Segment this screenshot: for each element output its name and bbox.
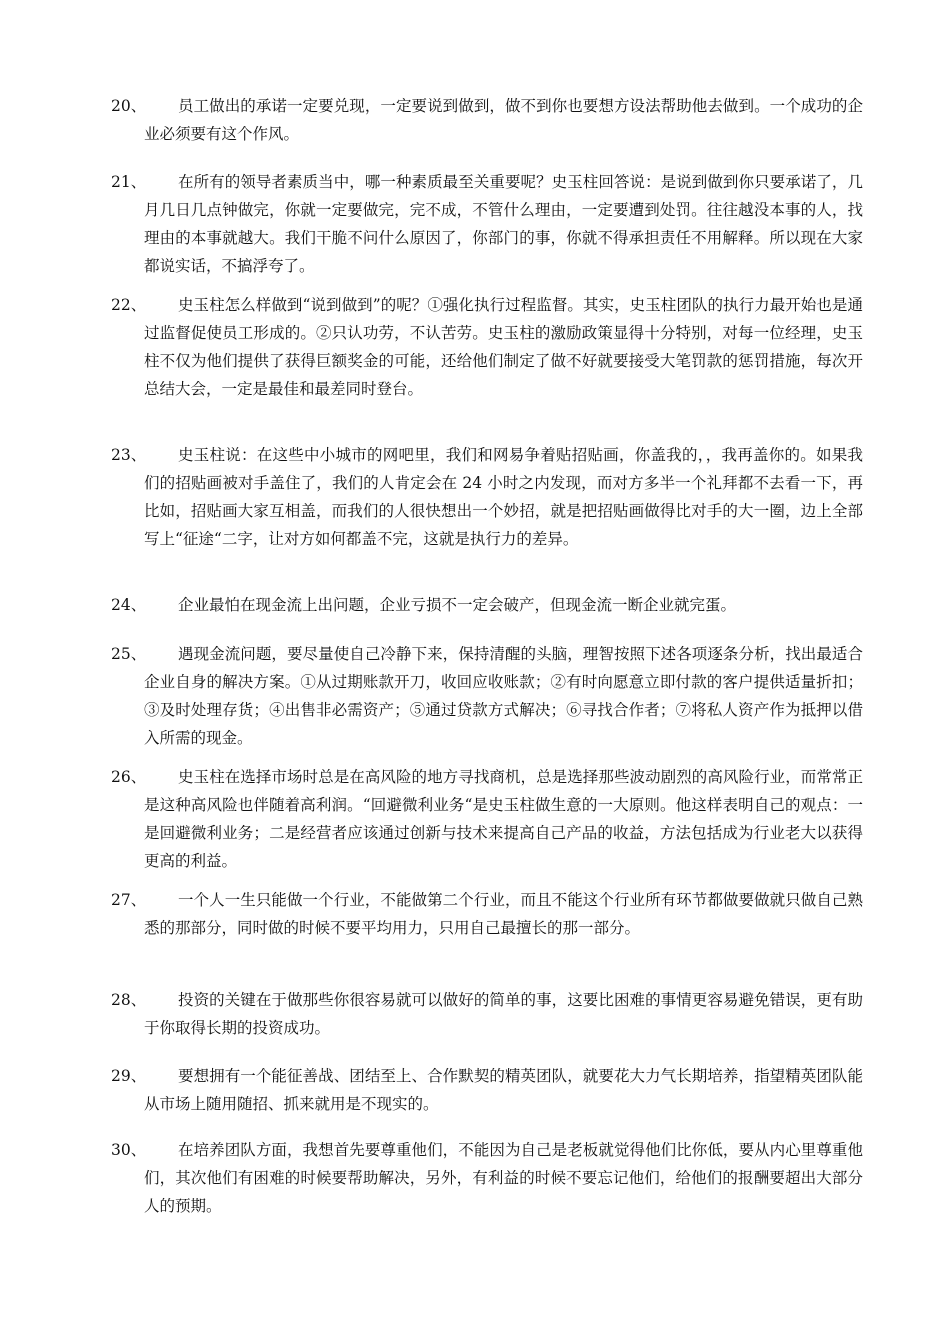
list-item-22 bbox=[111, 291, 863, 403]
item-text: 在所有的领导者素质当中，哪一种素质最至关重要呢？史玉柱回答说：是说到做到你只要承诺了，几月几日几点钟做完，你就一定要做完，完不成，不管什么理由，一定要遭到处罚。往往越没本事的人，找理由的本事就越大。我们干脆不问什么原因了，你部门的事，你就不得承担责任不用解释。所以现在大家都说实话，不搞浮夸了。 bbox=[144, 173, 863, 275]
item-number: 26、 bbox=[111, 768, 147, 786]
list-item-24 bbox=[111, 591, 863, 619]
item-number: 22、 bbox=[111, 296, 147, 314]
item-number: 21、 bbox=[111, 173, 147, 191]
item-text: 史玉柱说：在这些中小城市的网吧里，我们和网易争着贴招贴画，你盖我的，，我再盖你的。如果我们的招贴画被对手盖住了，我们的人肯定会在 24 小时之内发现，而对方多半一个礼拜都不去看一下，再比如，招贴画大家互相盖，而我们的人很快想出一个妙招，就是把招贴画做得比对手的大一圈，边上全部写上“征途“二字，让对方如何都盖不完，这就是执行力的差异。 bbox=[144, 446, 863, 548]
item-text: 在培养团队方面，我想首先要尊重他们，不能因为自己是老板就觉得他们比你低，要从内心里尊重他们，其次他们有困难的时候要帮助解决，另外，有利益的时候不要忘记他们，给他们的报酬要超出大部分人的预期。 bbox=[144, 1141, 863, 1215]
item-text: 一个人一生只能做一个行业，不能做第二个行业，而且不能这个行业所有环节都做要做就只做自己熟悉的那部分，同时做的时候不要平均用力，只用自己最擅长的那一部分。 bbox=[144, 891, 863, 937]
item-text: 史玉柱怎么样做到“说到做到”的呢？①强化执行过程监督。其实，史玉柱团队的执行力最开始也是通过监督促使员工形成的。②只认功劳，不认苦劳。史玉柱的激励政策显得十分特别，对每一位经理，史玉柱不仅为他们提供了获得巨额奖金的可能，还给他们制定了做不好就要接受大笔罚款的惩罚措施，每次开总结大会，一定是最佳和最差同时登台。 bbox=[144, 296, 863, 398]
item-number: 20、 bbox=[111, 97, 147, 115]
item-text: 遇现金流问题，要尽量使自己冷静下来，保持清醒的头脑，理智按照下述各项逐条分析，找出最适合企业自身的解决方案。①从过期账款开刀，收回应收账款；②有时向愿意立即付款的客户提供适量折扣；③及时处理存货；④出售非必需资产；⑤通过贷款方式解决；⑥寻找合作者；⑦将私人资产作为抵押以借入所需的现金。 bbox=[144, 645, 863, 747]
list-item-21 bbox=[111, 168, 863, 280]
list-item-27 bbox=[111, 886, 863, 942]
item-number: 30、 bbox=[111, 1141, 147, 1159]
item-number: 25、 bbox=[111, 645, 147, 663]
list-item-29 bbox=[111, 1062, 863, 1118]
item-text: 投资的关键在于做那些你很容易就可以做好的简单的事，这要比困难的事情更容易避免错误，更有助于你取得长期的投资成功。 bbox=[144, 991, 863, 1037]
item-text: 员工做出的承诺一定要兑现，一定要说到做到，做不到你也要想方设法帮助他去做到。一个成功的企业必须要有这个作风。 bbox=[144, 97, 863, 143]
item-text: 史玉柱在选择市场时总是在高风险的地方寻找商机，总是选择那些波动剧烈的高风险行业，而常常正是这种高风险也伴随着高利润。“回避微利业务“是史玉柱做生意的一大原则。他这样表明自己的观点：一是回避微利业务；二是经营者应该通过创新与技术来提高自己产品的收益，方法包括成为行业老大以获得更高的利益。 bbox=[144, 768, 863, 870]
list-item-28 bbox=[111, 986, 863, 1042]
list-item-23 bbox=[111, 441, 863, 553]
item-number: 24、 bbox=[111, 596, 147, 614]
list-item-26 bbox=[111, 763, 863, 875]
item-number: 27、 bbox=[111, 891, 147, 909]
item-number: 28、 bbox=[111, 991, 147, 1009]
item-text: 企业最怕在现金流上出问题，企业亏损不一定会破产，但现金流一断企业就完蛋。 bbox=[178, 596, 737, 614]
list-item-30 bbox=[111, 1136, 863, 1220]
item-number: 29、 bbox=[111, 1067, 147, 1085]
item-number: 23、 bbox=[111, 446, 147, 464]
list-item-20 bbox=[111, 92, 863, 148]
item-text: 要想拥有一个能征善战、团结至上、合作默契的精英团队，就要花大力气长期培养，指望精英团队能从市场上随用随招、抓来就用是不现实的。 bbox=[144, 1067, 863, 1113]
list-item-25 bbox=[111, 640, 863, 752]
